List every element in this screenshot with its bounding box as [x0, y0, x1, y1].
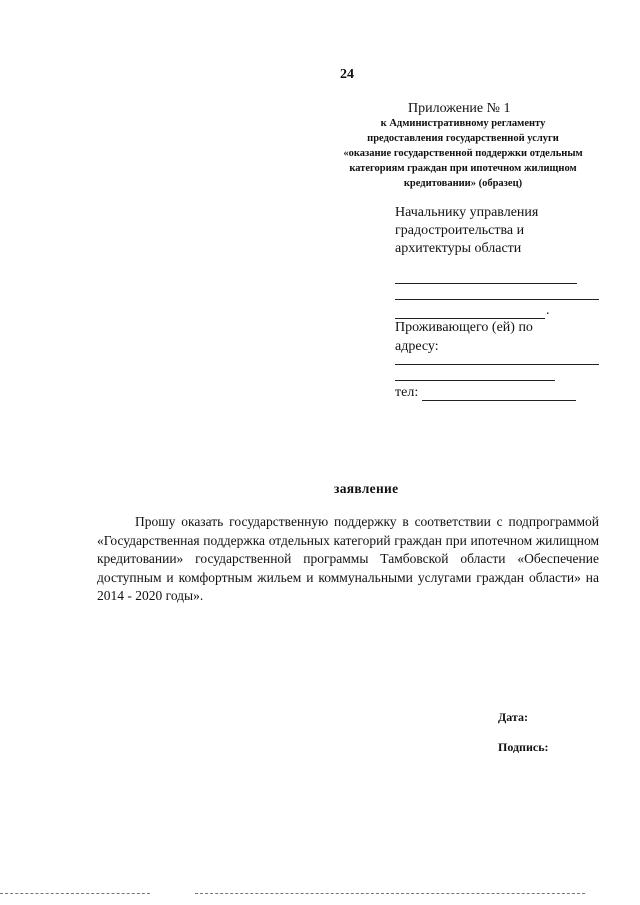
name-blank-line: [395, 299, 599, 300]
period-mark: .: [546, 303, 550, 318]
address-label: адресу:: [395, 339, 439, 354]
appendix-line: предоставления государственной услуги: [367, 133, 559, 144]
appendix-line: «оказание государственной поддержки отдельным: [343, 148, 583, 159]
appendix-line: категориям граждан при ипотечном жилищном: [349, 163, 577, 174]
phone-label: тел:: [395, 385, 419, 400]
residing-label: Проживающего (ей) по: [395, 320, 533, 335]
appendix-line: кредитовании» (образец): [403, 178, 523, 189]
appendix-reference: [313, 116, 613, 191]
name-blank-line: [395, 283, 577, 284]
appendix-line: к Административному регламенту: [380, 118, 546, 129]
signature-label: Подпись:: [498, 740, 549, 754]
appendix-title: Приложение № 1: [408, 101, 511, 116]
recipient-line: архитектуры области: [395, 241, 522, 256]
address-blank-line: [395, 364, 599, 365]
address-blank-line: [395, 380, 555, 381]
date-label: Дата:: [498, 710, 528, 724]
scan-edge-line: [0, 893, 150, 894]
document-heading: заявление: [334, 481, 399, 496]
page-number: 24: [340, 67, 354, 82]
application-body: Прошу оказать государственную поддержку в соответствии с подпрограммой «Государственная поддержка отдельных категорий граждан при ипотечном жилищном кредитовании» государственной программы Тамбовской области «Обеспечение доступным и комфортным жильем и коммунальными услугами граждан области» на 2014 - 2020 годы».: [97, 514, 599, 603]
recipient-line: Начальнику управления: [395, 205, 539, 220]
phone-blank-line: [422, 400, 576, 401]
scan-edge-line: [195, 893, 585, 894]
recipient-block: [395, 204, 538, 258]
recipient-line: градостроительства и: [395, 223, 525, 238]
